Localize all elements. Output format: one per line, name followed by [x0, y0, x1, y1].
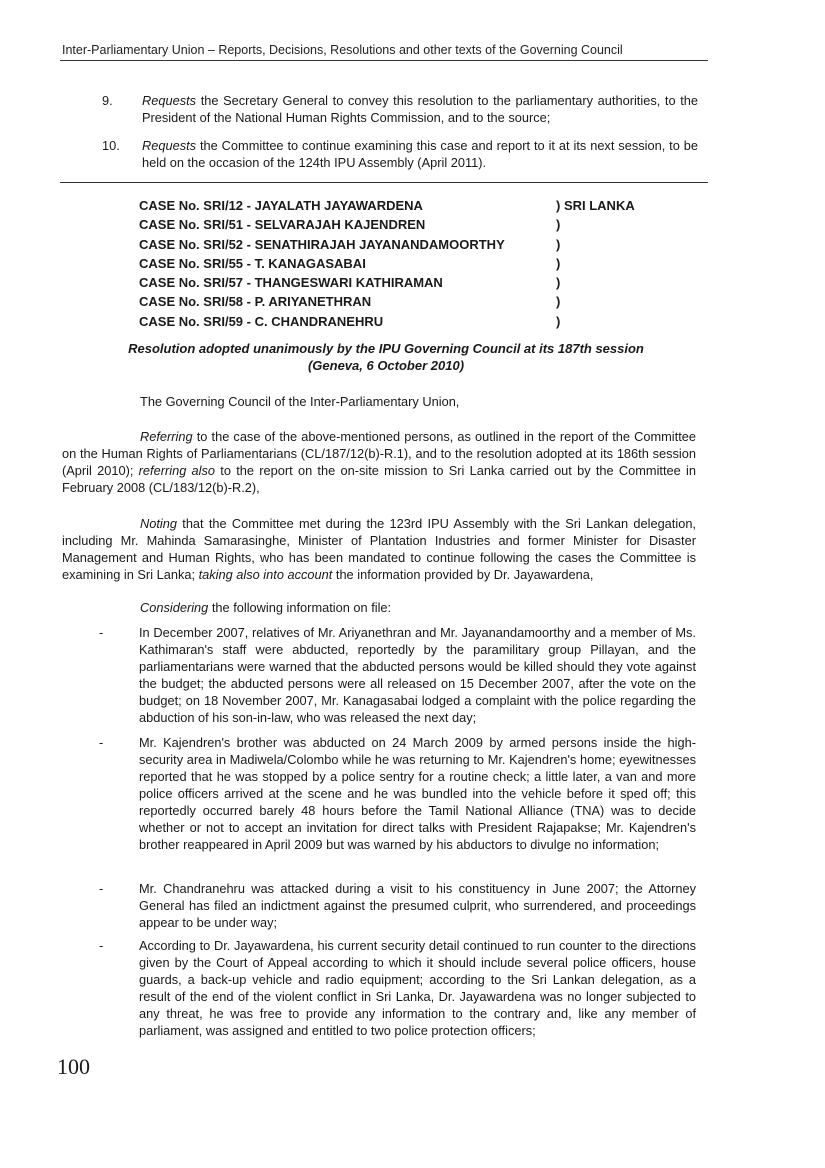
- bullet-dash: -: [99, 938, 104, 953]
- resolution-date: (Geneva, 6 October 2010): [307, 358, 465, 373]
- item-body: the Committee to continue examining this case and report to it at its next session, to be held on the occasion of the 124th IPU Assembly (April 2011).: [142, 138, 698, 170]
- case-row: [139, 196, 635, 215]
- page-number: 100: [57, 1054, 90, 1079]
- case-row: [139, 215, 561, 234]
- considering-paragraph: [62, 599, 696, 616]
- para-lead: taking also into account: [198, 567, 333, 582]
- case-label: CASE No. SRI/59 - C. CHANDRANEHRU: [139, 313, 384, 329]
- case-bracket: ): [556, 313, 561, 329]
- case-bracket: ): [556, 255, 561, 271]
- para-text: that the Committee met during the 123rd IPU Assembly with the Sri Lankan delegation, including Mr. Mahinda Samarasinghe, Minister of Plantation Industries and former Minister for Disaster Management and Human Rights, who has been mandated to continue following the cases the Committee is examining in Sri Lanka;: [62, 516, 696, 582]
- para-text: to the case of the above-mentioned persons, as outlined in the report of the Committee on the Human Rights of Parliamentarians (CL/187/12(b)-R.1), and to the resolution adopted at its 186th session (April 2010);: [62, 429, 696, 478]
- para-lead: Considering: [140, 600, 209, 615]
- case-label: CASE No. SRI/52 - SENATHIRAJAH JAYANANDAMOORTHY: [139, 236, 505, 252]
- bullet-dash: -: [99, 735, 104, 750]
- case-label: CASE No. SRI/58 - P. ARIYANETHRAN: [139, 294, 372, 310]
- case-row: [139, 254, 561, 273]
- para-text: the information provided by Dr. Jayawardena,: [332, 567, 594, 582]
- item-lead: Requests: [142, 93, 197, 108]
- item-text: [142, 137, 698, 171]
- bullet-text: Mr. Chandranehru was attacked during a visit to his constituency in June 2007; the Attorney General has filed an indictment against the presumed culprit, who surrendered, and proceedings appear to be under way;: [139, 881, 696, 930]
- intro-paragraph: [62, 393, 696, 410]
- para-lead: Referring: [140, 429, 193, 444]
- intro-text: The Governing Council of the Inter-Parliamentary Union,: [140, 394, 460, 409]
- resolution-line: Resolution adopted unanimously by the IPU Governing Council at its 187th session: [128, 341, 644, 356]
- section-rule: [60, 182, 708, 183]
- bullet-dash: -: [99, 625, 104, 640]
- case-label: CASE No. SRI/57 - THANGESWARI KATHIRAMAN: [139, 275, 443, 291]
- resolution-title: [62, 340, 710, 374]
- case-row: [139, 235, 561, 254]
- case-bracket: ): [556, 275, 561, 291]
- case-row: [139, 292, 561, 311]
- case-row: [139, 312, 561, 331]
- item-lead: Requests: [142, 138, 197, 153]
- item-text: [142, 92, 698, 126]
- bullet-dash: -: [99, 881, 104, 896]
- running-header: Inter-Parliamentary Union – Reports, Decisions, Resolutions and other texts of the Governing Council: [62, 43, 623, 57]
- para-lead: Noting: [140, 516, 177, 531]
- bullet-text: Mr. Kajendren's brother was abducted on 24 March 2009 by armed persons inside the high-security area in Madiwela/Colombo while he was returning to Mr. Kajendren's home; eyewitnesses reported that he was stopped by a police sentry for a routine check; a little later, a van and more police officers arrived at the scene and he was bundled into the vehicle before it sped off; this reportedly occurred barely 48 hours before the Tamil National Alliance (TNA) was to decide whether or not to accept an invitation for direct talks with President Rajapakse; Mr. Kajendren's brother reappeared in April 2009 but was warned by his abductors to divulge no information;: [139, 735, 696, 852]
- para-text: to the report on the on-site mission to Sri Lanka carried out by the Committee in February 2008 (CL/183/12(b)-R.2),: [62, 463, 696, 495]
- case-row: [139, 273, 561, 292]
- item-body: the Secretary General to convey this resolution to the parliamentary authorities, to the President of the National Human Rights Commission, and to the source;: [142, 93, 698, 125]
- item-number: 10.: [102, 138, 120, 153]
- item-number: 9.: [102, 93, 113, 108]
- referring-paragraph: [62, 428, 696, 496]
- bullet-text: According to Dr. Jayawardena, his current security detail continued to run counter to the directions given by the Court of Appeal according to which it should include several police officers, house guards, a back-up vehicle and radio equipment; according to the Sri Lankan delegation, as a result of the end of the violent conflict in Sri Lanka, Dr. Jayawardena was no longer subjected to any threat, he was free to provide any information to the contrary and, like any member of parliament, was assigned and entitled to two police protection officers;: [139, 938, 696, 1038]
- para-lead: referring also: [138, 463, 216, 478]
- case-bracket: ): [556, 294, 561, 310]
- case-bracket: ): [556, 236, 561, 252]
- bullet-text: In December 2007, relatives of Mr. Ariyanethran and Mr. Jayanandamoorthy and a member of Ms. Kathimaran's staff were abducted, reportedly by the paramilitary group Pillayan, and the parliamentarians were warned that the abducted persons would be killed should they vote against the budget; the abducted persons were all released on 15 December 2007, after the vote on the budget; on 18 November 2007, Mr. Kanagasabai lodged a complaint with the police regarding the abduction of his son-in-law, who was released the next day;: [139, 625, 696, 725]
- case-label: CASE No. SRI/55 - T. KANAGASABAI: [139, 255, 366, 271]
- para-text: the following information on file:: [208, 600, 392, 615]
- case-bracket: ): [556, 217, 561, 233]
- noting-paragraph: [62, 515, 696, 583]
- header-rule: [60, 60, 708, 61]
- case-country: ) SRI LANKA: [556, 198, 635, 213]
- case-label: CASE No. SRI/12 - JAYALATH JAYAWARDENA: [139, 198, 423, 213]
- case-label: CASE No. SRI/51 - SELVARAJAH KAJENDREN: [139, 217, 426, 233]
- case-list: [139, 196, 635, 331]
